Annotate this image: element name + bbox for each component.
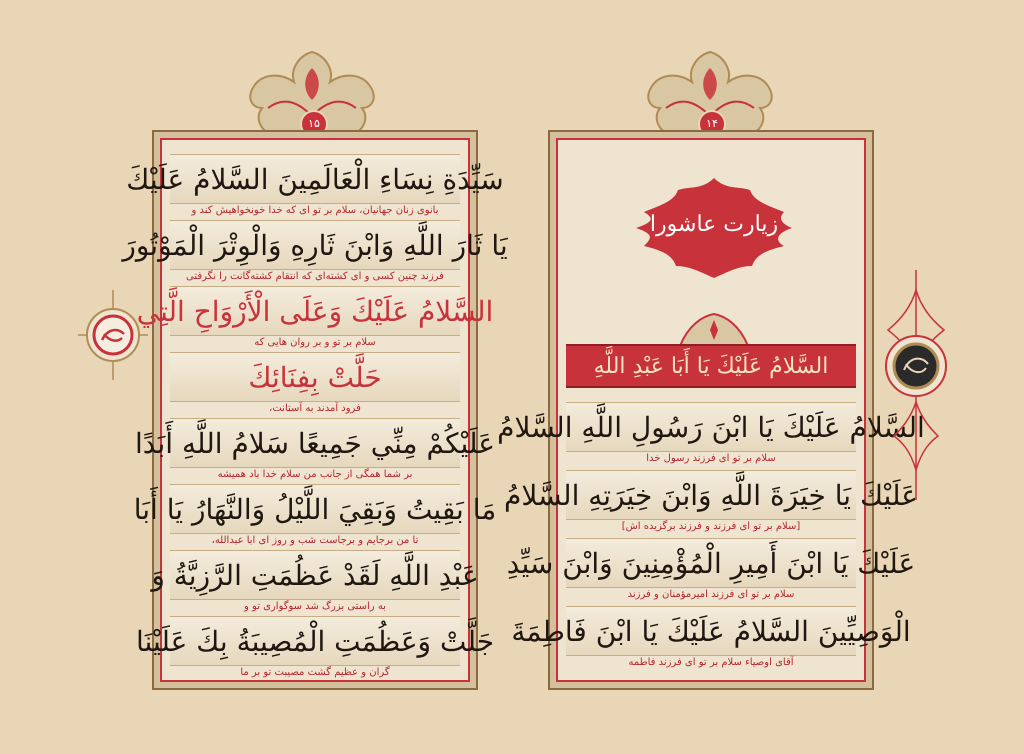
- arabic-text: عَلَيْكَ يَا خِيَرَةَ اللَّهِ وَابْنَ خِيَرَتِهِ السَّلامُ: [504, 478, 918, 512]
- verse-line-6: [133, 484, 497, 548]
- arabic-text: السَّلامُ عَلَيْكَ يَا ابْنَ رَسُولِ اللَّهِ السَّلامُ: [497, 410, 925, 444]
- verse-line-2: [122, 220, 508, 284]
- arabic-text: حَلَّتْ بِفِنَائِكَ: [248, 360, 382, 394]
- persian-translation: فرود آمدند به آستانت،: [269, 403, 361, 414]
- persian-translation: گران و عظیم گشت مصیبت تو بر ما: [240, 667, 390, 678]
- verse-line-3: [136, 286, 494, 350]
- verse-line-4: [511, 606, 911, 670]
- persian-translation: بانوی زنان جهانیان، سلام بر تو ای که خدا خونخواهیش کند و: [191, 205, 439, 216]
- right-text-panel: [497, 130, 925, 690]
- persian-translation: فرزند چنین کسی و ای کشته‌ای که انتقام کشته‌گانت را نگرفتی: [186, 271, 444, 282]
- right-panel-inner: [497, 138, 925, 682]
- persian-translation: سلام بر تو ای فرزند امیرمؤمنان و فرزند: [627, 589, 795, 600]
- arabic-text: عَلَيْكَ يَا ابْنَ أَمِيرِ الْمُؤْمِنِينَ وَابْنَ سَيِّدِ: [506, 546, 916, 580]
- banner-dome-icon: [678, 312, 750, 346]
- arabic-text: الْوَصِيِّينَ السَّلامُ عَلَيْكَ يَا ابْنَ فَاطِمَةَ: [511, 614, 911, 648]
- arabic-text: جَلَّتْ وَعَظُمَتِ الْمُصِيبَةُ بِكَ عَلَيْنَا: [135, 624, 495, 658]
- verse-line-4: [170, 352, 460, 416]
- persian-translation: بر شما همگی از جانب من سلام خدا باد همیشه: [217, 469, 413, 480]
- side-medallion-icon: [78, 290, 148, 380]
- persian-translation: آقای اوصیاء سلام بر تو ای فرزند فاطمه: [628, 657, 794, 668]
- page-number-badge: ۱۵: [300, 110, 328, 138]
- verse-line-1: [497, 402, 925, 466]
- verse-line-1: [126, 154, 504, 218]
- persian-translation: سلام بر تو ای فرزند رسول خدا: [646, 453, 776, 464]
- arabic-text: سَيِّدَةِ نِسَاءِ الْعَالَمِينَ السَّلامُ عَلَيْكَ: [126, 162, 504, 196]
- persian-translation: به راستی بزرگ شد سوگواری تو و: [244, 601, 386, 612]
- verse-line-2: [504, 470, 918, 534]
- arabic-text: السَّلامُ عَلَيْكَ وَعَلَى الْأَرْوَاحِ الَّتِي: [136, 294, 494, 328]
- left-text-panel: [122, 130, 508, 690]
- verse-line-5: [135, 418, 495, 482]
- verse-line-7: [151, 550, 479, 614]
- persian-translation: [سلام بر تو ای فرزند و فرزند برگزیده اش]: [621, 521, 801, 532]
- arabic-text: عَبْدِ اللَّهِ لَقَدْ عَظُمَتِ الرَّزِيَّةُ وَ: [151, 558, 479, 592]
- left-panel-inner: [122, 138, 508, 682]
- arabic-text: يَا ثَارَ اللَّهِ وَابْنَ ثَارِهِ وَالْوِتْرَ الْمَوْتُورَ: [122, 228, 508, 262]
- arabic-text: مَا بَقِيتُ وَبَقِيَ اللَّيْلُ وَالنَّهَارُ يَا أَبَا: [133, 492, 497, 526]
- arabic-text: عَلَيْكُمْ مِنِّي جَمِيعًا سَلامُ اللَّهِ أَبَدًا: [135, 426, 495, 460]
- salutation-banner: [566, 344, 856, 388]
- page-number-badge: ۱۴: [698, 110, 726, 138]
- banner-text: السَّلامُ عَلَيْكَ يَا أَبَا عَبْدِ اللَّهِ: [593, 353, 829, 379]
- persian-translation: تا من برجایم و برجاست شب و روز ای ابا عبدالله،: [211, 535, 419, 546]
- side-medallion-icon: [880, 270, 952, 500]
- verse-line-8: [135, 616, 495, 680]
- persian-translation: سلام بر تو و بر روان هایی که: [254, 337, 376, 348]
- title-calligraphy: زیارت عاشورا: [649, 212, 779, 237]
- verse-line-3: [506, 538, 916, 602]
